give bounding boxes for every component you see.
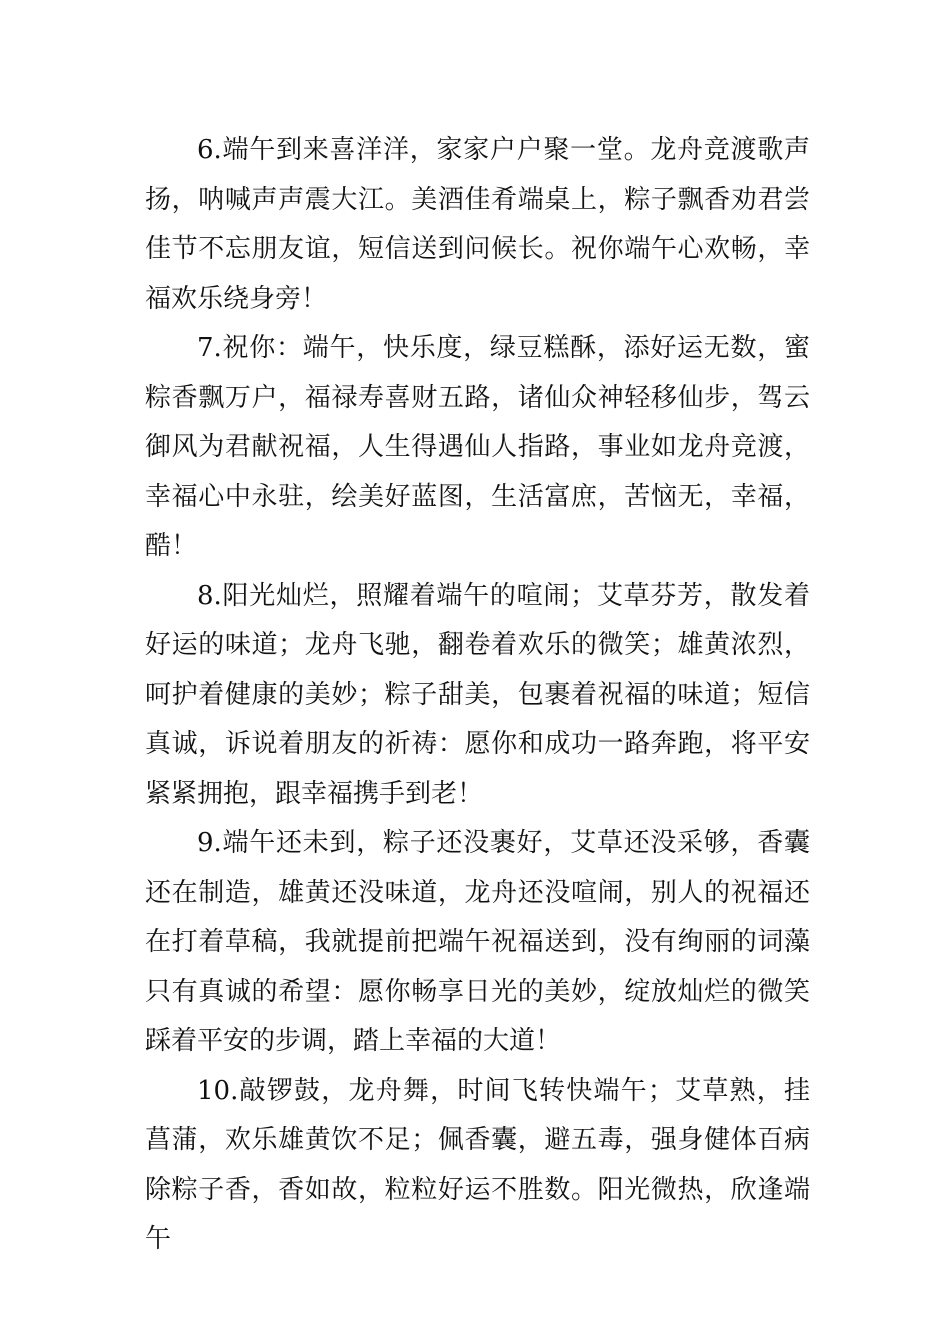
paragraph-10: 10.敲锣鼓，龙舟舞，时间飞转快端午；艾草熟，挂菖蒲，欢乐雄黄饮不足；佩香囊，避五毒，强身健体百病除粽子香，香如故，粒粒好运不胜数。阳光微热，欣逢端午 [145,1075,810,1254]
paragraph-6: 6.端午到来喜洋洋，家家户户聚一堂。龙舟竞渡歌声扬，呐喊声声震大江。美酒佳肴端桌上，粽子飘香劝君尝佳节不忘朋友谊，短信送到问候长。祝你端午心欢畅，幸福欢乐绕身旁！ [145,135,810,314]
document-body [145,126,810,1265]
paragraph-8: 8.阳光灿烂，照耀着端午的喧闹；艾草芬芳，散发着好运的味道；龙舟飞驰，翻卷着欢乐的微笑；雄黄浓烈，呵护着健康的美妙；粽子甜美，包裹着祝福的味道；短信真诚，诉说着朋友的祈祷：愿你和成功一路奔跑，将平安紧紧拥抱，跟幸福携手到老！ [145,580,810,809]
paragraph-9: 9.端午还未到，粽子还没裹好，艾草还没采够，香囊还在制造，雄黄还没味道，龙舟还没喧闹，别人的祝福还在打着草稿，我就提前把端午祝福送到，没有绚丽的词藻只有真诚的希望：愿你畅享日光的美妙，绽放灿烂的微笑踩着平安的步调，踏上幸福的大道！ [145,828,810,1056]
paragraph-7: 7.祝你：端午，快乐度，绿豆糕酥，添好运无数，蜜粽香飘万户，福禄寿喜财五路，诸仙众神轻移仙步，驾云御风为君献祝福，人生得遇仙人指路，事业如龙舟竞渡，幸福心中永驻，绘美好蓝图，生活富庶，苦恼无，幸福，酷！ [145,333,810,561]
